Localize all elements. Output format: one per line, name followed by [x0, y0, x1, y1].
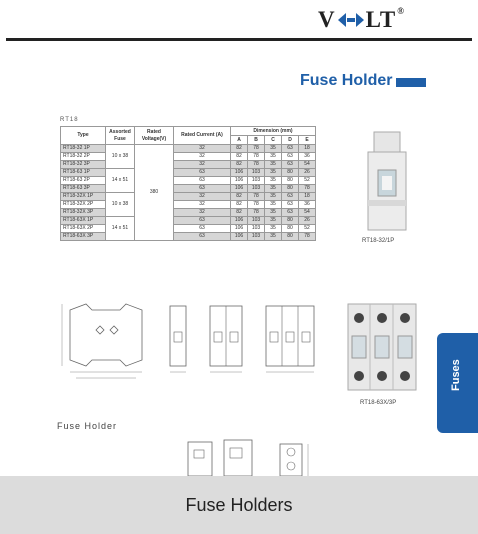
table-cell: 78 [248, 193, 265, 201]
photo-caption-1p: RT18-32/1P [362, 238, 395, 244]
table-cell: 103 [248, 225, 265, 233]
header-dim-col: E [299, 136, 316, 145]
brand-logo [318, 4, 448, 36]
table-cell: 35 [265, 201, 282, 209]
brand-o-icon [338, 12, 364, 28]
table-cell: 26 [299, 169, 316, 177]
table-cell: 32 [174, 193, 231, 201]
table-cell: 103 [248, 169, 265, 177]
title-accent-bar [396, 78, 426, 87]
table-cell: 78 [299, 185, 316, 193]
registered-mark: ® [397, 6, 405, 16]
table-cell: 78 [248, 209, 265, 217]
table-cell: RT18-32X 3P [61, 209, 106, 217]
footer-caption-bar [0, 476, 478, 534]
table-cell: 63 [174, 217, 231, 225]
table-cell: RT18-32 1P [61, 145, 106, 153]
dimension-drawing-side-1p [166, 304, 190, 376]
header-dimension: Dimension (mm) [231, 127, 316, 136]
table-cell: 63 [174, 177, 231, 185]
table-cell: 82 [231, 145, 248, 153]
table-row [61, 225, 316, 233]
table-cell: RT18-32X 2P [61, 201, 106, 209]
table-cell: RT18-32 3P [61, 161, 106, 169]
table-cell: 35 [265, 161, 282, 169]
table-row [61, 161, 316, 169]
side-tab-label: Fuses [450, 359, 462, 391]
table-cell: 78 [248, 201, 265, 209]
table-cell: 106 [231, 233, 248, 241]
table-cell: 26 [299, 217, 316, 225]
footer-caption: Fuse Holders [185, 494, 293, 515]
table-row [61, 145, 316, 153]
table-row [61, 217, 316, 225]
table-cell: 63 [282, 193, 299, 201]
table-cell: 80 [282, 185, 299, 193]
table-cell: 35 [265, 145, 282, 153]
subheading: Fuse Holder [57, 421, 118, 431]
table-cell: 54 [299, 209, 316, 217]
table-cell: 78 [248, 153, 265, 161]
table-cell: 78 [248, 161, 265, 169]
brand-letter-v: V [318, 7, 336, 32]
table-row [61, 201, 316, 209]
table-cell: 35 [265, 209, 282, 217]
table-cell: 103 [248, 217, 265, 225]
table-cell: 63 [174, 169, 231, 177]
table-cell: 32 [174, 161, 231, 169]
table-row [61, 169, 316, 177]
table-cell: 35 [265, 177, 282, 185]
model-series-label: RT18 [60, 117, 79, 123]
table-cell: 63 [282, 209, 299, 217]
dimension-drawing-side-3p [264, 304, 316, 376]
table-cell: RT18-63 1P [61, 169, 106, 177]
table-cell: 35 [265, 193, 282, 201]
table-cell: 82 [231, 161, 248, 169]
table-cell: 80 [282, 217, 299, 225]
header-fuse: Assorted Fuse [106, 127, 135, 145]
table-cell: 35 [265, 169, 282, 177]
table-cell: RT18-63X 2P [61, 225, 106, 233]
header-current: Rated Current (A) [174, 127, 231, 145]
dimension-drawing-partial [180, 436, 320, 476]
table-cell: 78 [248, 145, 265, 153]
table-cell: RT18-32 2P [61, 153, 106, 161]
table-cell: RT18-63X 1P [61, 217, 106, 225]
table-cell: 52 [299, 225, 316, 233]
table-cell: 35 [265, 153, 282, 161]
table-cell: 18 [299, 145, 316, 153]
table-row [61, 185, 316, 193]
table-cell: RT18-63 2P [61, 177, 106, 185]
header-dim-col: A [231, 136, 248, 145]
table-cell: 106 [231, 177, 248, 185]
table-cell: 78 [299, 233, 316, 241]
table-cell: 35 [265, 217, 282, 225]
table-cell: 14 x 51 [106, 217, 135, 241]
header-dim-col: D [282, 136, 299, 145]
table-cell: 63 [282, 161, 299, 169]
table-cell: 80 [282, 169, 299, 177]
table-cell: 32 [174, 145, 231, 153]
table-cell: 106 [231, 225, 248, 233]
table-cell: 106 [231, 185, 248, 193]
header-dim-col: B [248, 136, 265, 145]
table-cell: 82 [231, 201, 248, 209]
table-cell: 380 [135, 145, 174, 241]
header-dim-col: C [265, 136, 282, 145]
fuse-holder-1p-photo [364, 130, 410, 232]
table-cell: 63 [282, 145, 299, 153]
dimension-drawing-front [56, 300, 156, 382]
table-cell: RT18-63 3P [61, 185, 106, 193]
table-cell: 63 [282, 201, 299, 209]
table-cell: 32 [174, 201, 231, 209]
table-row [61, 209, 316, 217]
section-title: Fuse Holder [300, 72, 393, 89]
header-rule [6, 38, 472, 41]
table-cell: 82 [231, 209, 248, 217]
table-cell: 106 [231, 217, 248, 225]
spec-table [60, 126, 316, 241]
table-cell: 36 [299, 153, 316, 161]
table-cell: 106 [231, 169, 248, 177]
table-cell: 82 [231, 193, 248, 201]
table-cell: 63 [174, 233, 231, 241]
table-cell: 32 [174, 153, 231, 161]
header-voltage: Rated Voltage(V) [135, 127, 174, 145]
table-cell: 36 [299, 201, 316, 209]
table-cell: 103 [248, 233, 265, 241]
table-cell: 82 [231, 153, 248, 161]
table-cell: 103 [248, 177, 265, 185]
table-cell: 63 [174, 185, 231, 193]
table-cell: RT18-63X 3P [61, 233, 106, 241]
table-cell: 14 x 51 [106, 169, 135, 193]
table-cell: 35 [265, 185, 282, 193]
table-cell: RT18-32X 1P [61, 193, 106, 201]
table-cell: 54 [299, 161, 316, 169]
table-cell: 10 x 38 [106, 145, 135, 169]
table-row [61, 153, 316, 161]
table-cell: 80 [282, 225, 299, 233]
table-cell: 10 x 38 [106, 193, 135, 217]
table-cell: 80 [282, 233, 299, 241]
brand-letters-lt: LT [365, 7, 397, 32]
header-type: Type [61, 127, 106, 145]
dimension-drawing-side-2p [208, 304, 244, 376]
table-row [61, 193, 316, 201]
table-cell: 63 [174, 225, 231, 233]
table-row [61, 177, 316, 185]
photo-caption-3p: RT18-63X/3P [360, 400, 397, 406]
fuse-holder-3p-photo [346, 300, 418, 396]
table-cell: 18 [299, 193, 316, 201]
table-cell: 103 [248, 185, 265, 193]
table-row [61, 233, 316, 241]
table-cell: 35 [265, 225, 282, 233]
table-cell: 52 [299, 177, 316, 185]
category-side-tab [437, 333, 478, 433]
table-cell: 32 [174, 209, 231, 217]
table-cell: 80 [282, 177, 299, 185]
table-cell: 35 [265, 233, 282, 241]
table-cell: 63 [282, 153, 299, 161]
